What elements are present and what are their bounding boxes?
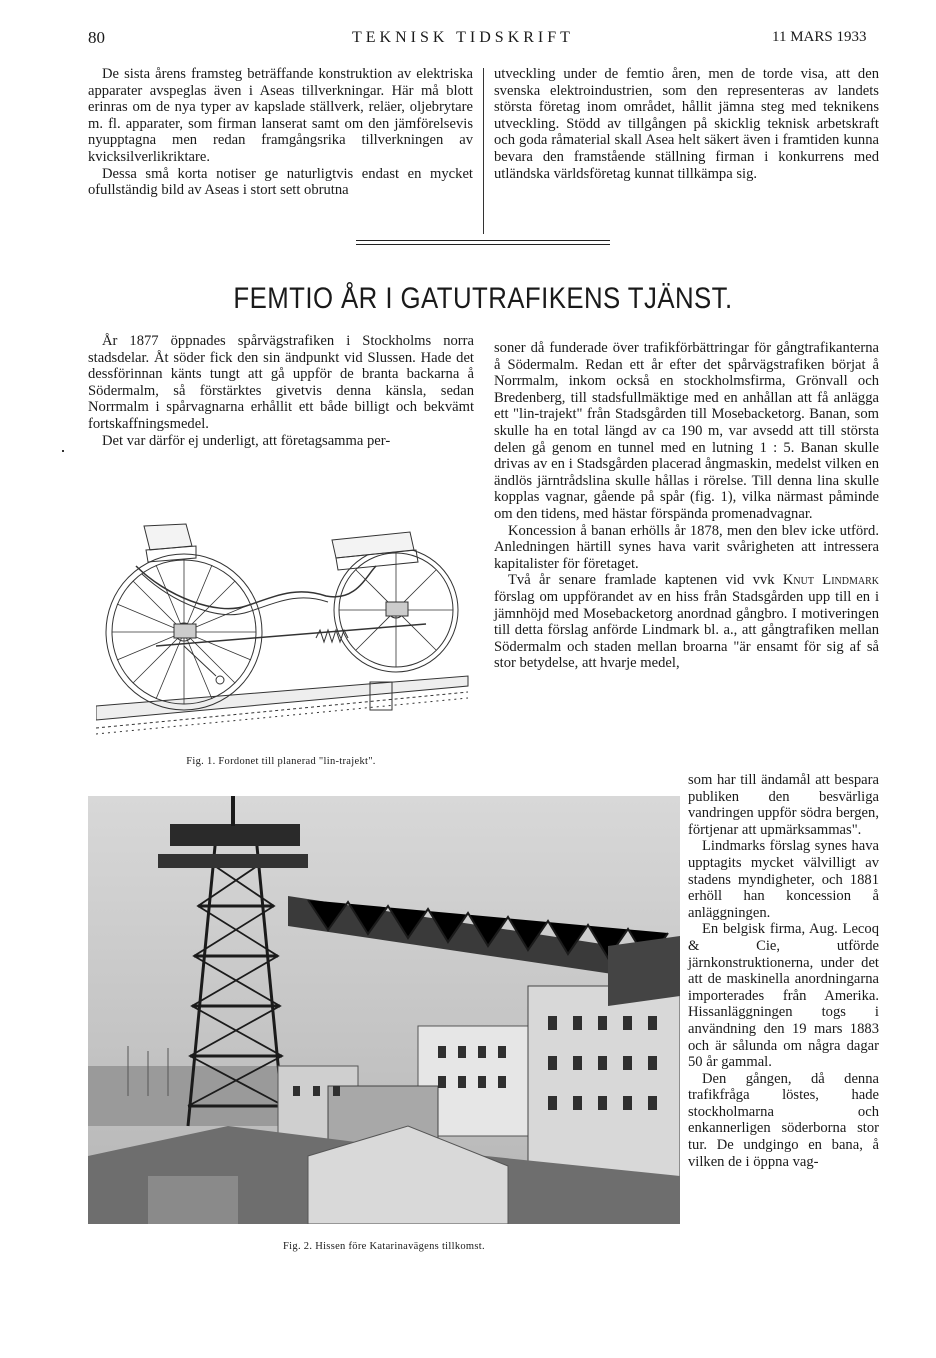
article-paragraph-4: Koncession å banan erhölls år 1878, men den blev icke utförd. Anledningen härtill synes hava varit svårigheten att intressera kapitalister för företaget. — [494, 522, 879, 572]
section-rule-upper — [356, 240, 610, 241]
figure-2 — [88, 796, 680, 1224]
paragraph-5-rest: förslag om uppförandet av en hiss från Stadsgården upp till en i jämnhöjd med Mosebacketorg anordnad gångbro. I motiveringen till detta förslag anförde Lindmark bl. a., att gångtrafiken mellan Södermalm och staden mellan broarna "är ensamt för sig af så stor betydelse, att hvarje medel, — [494, 588, 879, 672]
article-paragraph-8: Den gången, då denna trafikfråga löstes, hade stockholmarna och enkannerligen söderborna stor tur. De undgingo en bana, å vilken de i öppna vag- — [688, 1070, 879, 1170]
figure-2-caption: Fig. 2. Hissen före Katarinavägens tillkomst. — [283, 1241, 485, 1252]
top-left-paragraph-2: Dessa små korta notiser ge naturligtvis endast en mycket ofullständig bild av Aseas i stort sett obrutna — [88, 165, 473, 199]
page-number: 80 — [88, 28, 105, 47]
article-narrow-column — [688, 772, 879, 1170]
article-paragraph-6: Lindmarks förslag synes hava upptagits mycket välvilligt av stadens myndigheter, och 1881 erhöll han koncession å anläggningen. — [688, 838, 879, 921]
article-paragraph-7: En belgisk firma, Aug. Lecoq & Cie, utförde järnkonstruktionerna, under det att de maskinella anordningarna importerades från Amerika. Hissanläggningen togs i användning den 19 mars 1883 och är sålunda om några dagar 50 år gammal. — [688, 921, 879, 1071]
column-divider-top — [483, 68, 484, 234]
carriage-drawing — [96, 506, 474, 742]
top-right-column — [494, 66, 879, 182]
article-title: FEMTIO ÅR I GATUTRAFIKENS TJÄNST. — [233, 282, 733, 315]
article-paragraph-2: Det var därför ej underligt, att företagsamma per- — [102, 432, 391, 449]
paragraph-5-continued: som har till ändamål att bespara publiken den besvärliga vandringen uppför södra bergen, förtjenar att upmärksammas". — [688, 772, 879, 838]
figure-1-caption: Fig. 1. Fordonet till planerad "lin-trajekt". — [186, 756, 376, 767]
article-paragraph-5 — [494, 572, 879, 672]
article-left-column — [88, 333, 474, 449]
elevator-photograph — [88, 796, 680, 1224]
top-left-paragraph-1: De sista årens framsteg beträffande konstruktion av elektriska apparater avspeglas även i Aseas tillverkningar. Här må blott erinras om de nya typer av kapslade ställverk, reläer, oljebrytare m. fl. apparater, som firman lanserat samt om den jämförelsevis nyupptagna men redan framgångsrika tillverkningen av kvicksilverlikriktare. — [88, 66, 473, 165]
article-paragraph-1: År 1877 öppnades spårvägstrafiken i Stockholms norra stadsdelar. Åt söder fick den sin ändpunkt vid Slussen. Hade det dessförinnan känts tungt att gå uppför de branta backarna å Södermalm, så förstärktes givetvis denna känsla, sedan Norrmalm i spårvagnarna erhållit ett både billigt och bekvämt fortskaffningsmedel. — [88, 333, 474, 432]
margin-dot — [62, 450, 64, 452]
top-right-paragraph-1: utveckling under de femtio åren, men de torde visa, att den svenska elektroindustrien, som den representeras av landets största företag inom området, hållit jämna steg med teknikens utveckling. Stödd av tillgången på skicklig teknisk arbetskraft och goda råmaterial skall Asea helt säkert även i framtiden kunna bevara den framstående ställning firman i konkurrens med utländska världsföretag kunnat tillkämpa sig. — [494, 66, 879, 182]
top-left-column — [88, 66, 473, 199]
person-name-lindmark: Knut Lindmark — [782, 572, 879, 589]
paragraph-5-start: Två år senare framlade kaptenen vid vvk — [508, 572, 783, 589]
article-right-column — [494, 340, 879, 672]
section-rule-lower — [356, 244, 610, 245]
issue-date: 11 MARS 1933 — [772, 29, 867, 45]
journal-title: TEKNISK TIDSKRIFT — [352, 29, 574, 46]
figure-1 — [96, 506, 474, 742]
article-paragraph-3: soner då funderade över trafikförbättringar för gångtrafikanterna å Södermalm. Redan ett år efter det spårvägstrafiken börjat å Norrmalm, inkom också en stockholmsfirma, Grönvall och Bredenberg, till stadsfullmäktige med en anhållan att få anlägga ett "lin-trajekt" från Stadsgården till Mosebacketorg. Banan, som skulle ha en total längd av ca 190 m, var avsedd att till största delen gå genom en tunnel med en lutning 1 : 5. Banan skulle drivas av en i Stadsgården placerad ångmaskin, medelst vilken en ändlös järntrådslina skulle hållas i rörelse. Till denna lina skulle kopplas vagnar, gående på spår (fig. 1), vilka närmast påminde om den tidens, med hästar förspända promenadvagnar. — [494, 340, 879, 522]
